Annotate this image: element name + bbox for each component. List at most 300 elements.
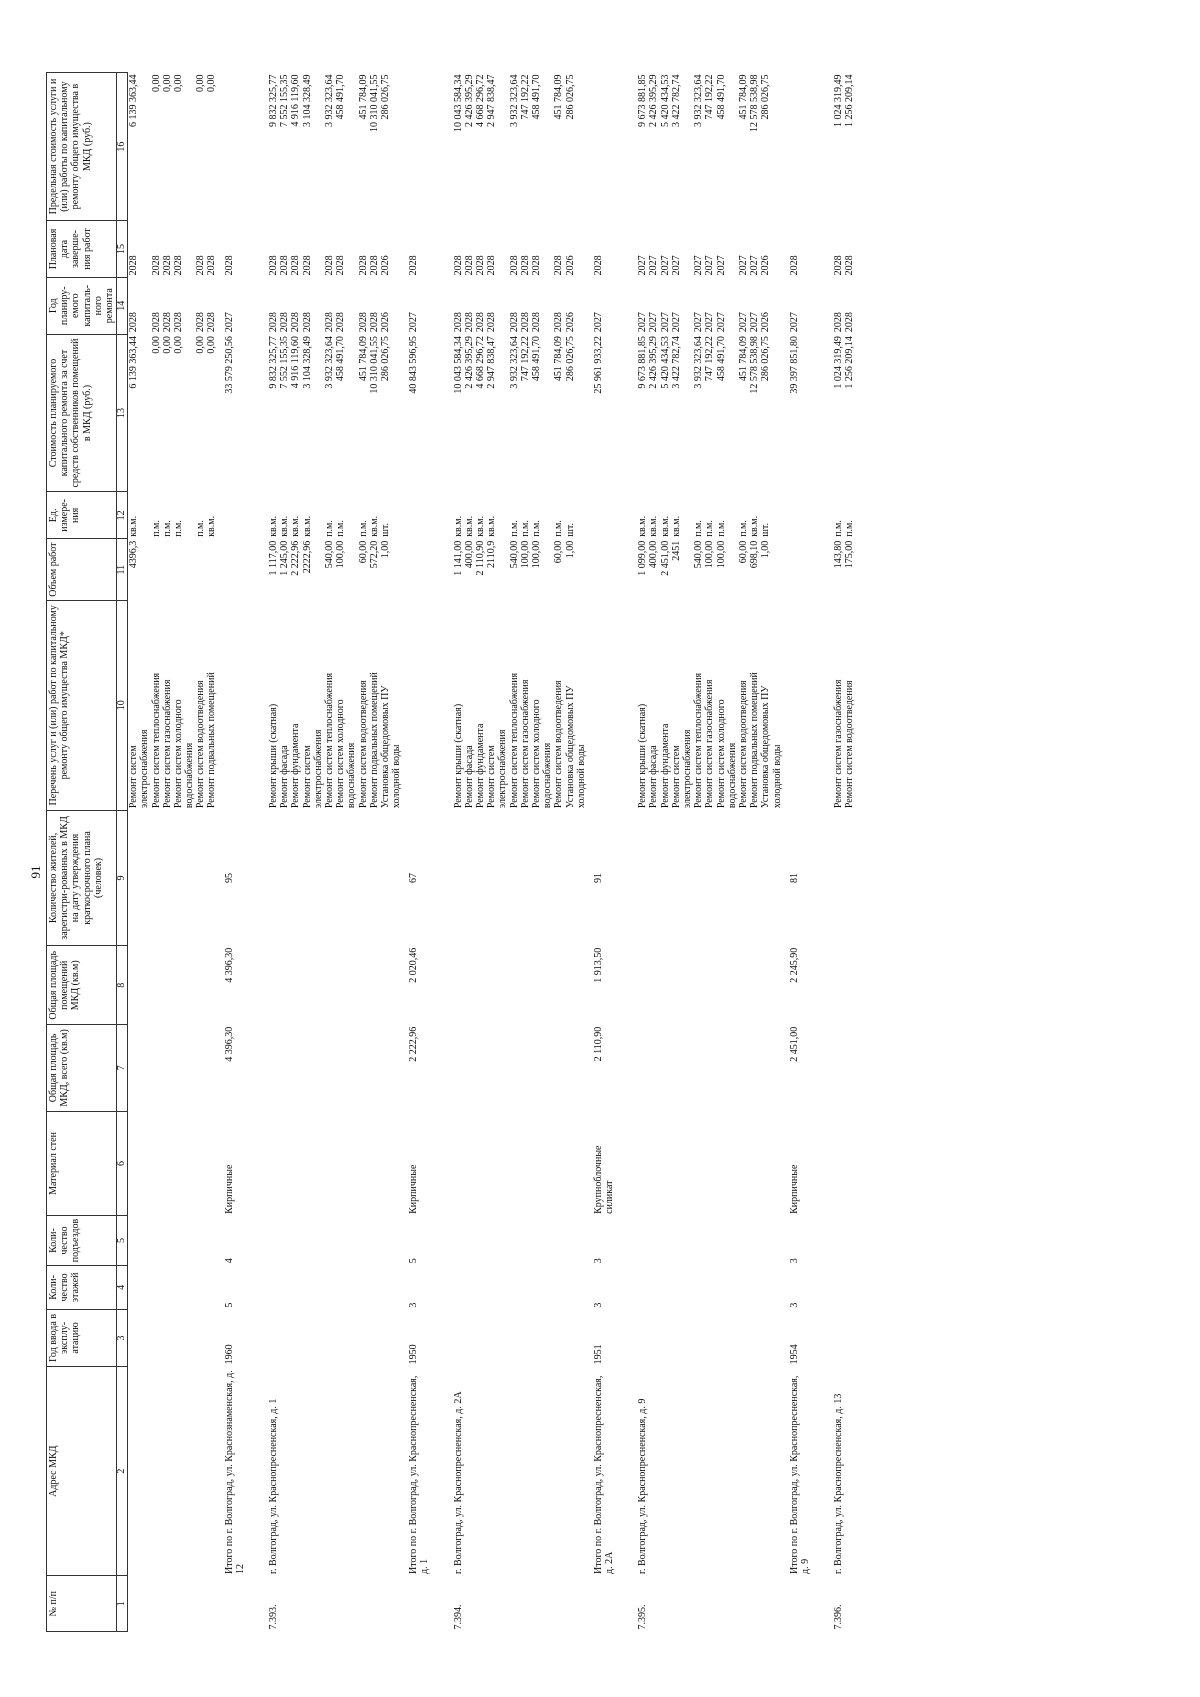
cell-addr [693, 1366, 704, 1576]
cell-area-rooms [704, 946, 715, 1025]
cell-volume: 2222,96 [301, 540, 313, 574]
cell-area-rooms [565, 946, 576, 1025]
cell-area-rooms [727, 946, 738, 1025]
cell-year: 1951 [592, 1344, 604, 1365]
cell-addr [346, 1366, 357, 1576]
cell-work: Ремонт систем водоотведения [357, 680, 369, 809]
cell-area-total [151, 1025, 162, 1111]
cell-limit: 5 420 434,53 [659, 74, 671, 127]
cell-cost: 0,00 [206, 336, 218, 354]
cell-num [682, 1576, 693, 1632]
cell-end-date: 2026 [379, 255, 391, 276]
table-row [206, 73, 217, 1632]
cell-area-total: 2 451,00 [788, 1026, 800, 1062]
cell-volume: 1,00 [379, 540, 391, 559]
cell-plan-year [391, 277, 402, 334]
cell-volume: 698,10 [749, 540, 761, 569]
cell-cost: 286 026,75 [760, 336, 772, 382]
cell-addr [682, 1366, 693, 1576]
cell-entr [346, 1216, 357, 1265]
cell-addr [206, 1366, 217, 1576]
column-header: Предельная стоимость услуги и (или) работы по капитальному ремонту общего имущества в МКД (руб.) [47, 73, 117, 221]
column-number: 4 [117, 1265, 128, 1309]
cell-floors [531, 1265, 542, 1309]
cell-volume: 540,00 [693, 540, 705, 569]
cell-limit: 0,00 [172, 74, 184, 92]
cell-limit: 1 256 209,14 [844, 74, 856, 127]
cell-limit: 286 026,75 [760, 74, 772, 120]
cell-addr [464, 1366, 475, 1576]
cell-year [184, 1310, 195, 1367]
cell-num [553, 1576, 564, 1632]
cell-area-total [475, 1025, 486, 1111]
cell-floors [391, 1265, 402, 1309]
table-row [660, 73, 671, 1632]
cell-walls [682, 1111, 693, 1216]
cell-volume: 100,00 [335, 540, 347, 569]
cell-plan-year [576, 277, 587, 334]
cell-volume [162, 539, 173, 601]
cell-year [648, 1310, 659, 1367]
cell-end-date: 2028 [301, 255, 313, 276]
cell-area-total [509, 1025, 520, 1111]
cell-plan-year [772, 277, 783, 334]
cell-residents [346, 810, 357, 946]
cell-addr [565, 1366, 576, 1576]
cell-end-date: 2028 [290, 255, 302, 276]
table-row [369, 73, 380, 1632]
cell-residents [704, 810, 715, 946]
cell-unit [391, 492, 402, 539]
cell-floors [441, 1265, 464, 1309]
cell-end-date: 2027 [749, 255, 761, 276]
cell-entr [693, 1216, 704, 1265]
cell-floors [576, 1265, 587, 1309]
cell-area-total [335, 1025, 346, 1111]
cell-addr [128, 1366, 140, 1576]
cell-floors [324, 1265, 335, 1309]
cell-plan-year: 2028 [553, 312, 565, 333]
cell-limit: 451 784,09 [553, 74, 565, 120]
cell-plan-year: 2027 [715, 312, 727, 333]
table-row [648, 73, 659, 1632]
table-row [531, 73, 542, 1632]
cell-unit: кв.м. [463, 515, 475, 537]
cell-cost [391, 334, 402, 492]
cell-end-date: 2028 [463, 255, 475, 276]
cell-residents [195, 810, 206, 946]
cell-entr [565, 1216, 576, 1265]
cell-num [738, 1576, 749, 1632]
cell-limit: 458 491,70 [530, 74, 542, 120]
cell-unit: п.м. [172, 520, 184, 537]
cell-area-rooms [576, 946, 587, 1025]
cell-floors [497, 1265, 508, 1309]
cell-end-date [727, 221, 738, 278]
cell-addr [475, 1366, 486, 1576]
cell-end-date: 2028 [844, 255, 856, 276]
cell-walls [195, 1111, 206, 1216]
cell-walls [542, 1111, 553, 1216]
cell-area-rooms [464, 946, 475, 1025]
cell-unit: кв.м. [206, 515, 218, 537]
cell-area-total [358, 1025, 369, 1111]
cell-plan-year [682, 277, 693, 334]
cell-entr [497, 1216, 508, 1265]
cell-unit: кв.м. [659, 515, 671, 537]
cell-residents [738, 810, 749, 946]
cell-work: Ремонт подвальных помещений [749, 672, 761, 809]
cell-unit: кв.м. [637, 515, 649, 537]
cell-num [218, 1576, 256, 1632]
table-row [346, 73, 357, 1632]
cell-year [704, 1310, 715, 1367]
cell-area-total [256, 1025, 279, 1111]
cell-area-total [716, 1025, 727, 1111]
cell-entr [139, 1216, 150, 1265]
cell-year: 1950 [408, 1344, 420, 1365]
cell-residents [844, 810, 855, 946]
cell-area-rooms [660, 946, 671, 1025]
cell-cost: 0,00 [161, 336, 173, 354]
cell-cost: 39 397 851,80 [788, 336, 800, 394]
cell-floors [542, 1265, 553, 1309]
table-row [313, 73, 324, 1632]
column-header: Перечень услуг и (или) работ по капитальному ремонту общего имущества МКД* [47, 600, 117, 810]
cell-limit [218, 73, 256, 221]
cell-area-rooms [206, 946, 217, 1025]
cell-unit: п.м. [530, 520, 542, 537]
cell-limit: 3 932 323,64 [693, 74, 705, 127]
cell-area-rooms [441, 946, 464, 1025]
cell-volume: 2110,9 [486, 540, 498, 568]
cell-cost: 10 043 584,34 [452, 336, 464, 394]
cell-limit: 3 104 328,49 [301, 74, 313, 127]
cell-year [441, 1310, 464, 1367]
cell-entr [749, 1216, 760, 1265]
cell-work: Установка общедомовых ПУ [564, 685, 576, 809]
cell-num [648, 1576, 659, 1632]
cell-area-rooms [335, 946, 346, 1025]
cell-floors [151, 1265, 162, 1309]
cell-residents [151, 810, 162, 946]
cell-floors [553, 1265, 564, 1309]
cell-unit: п.м. [693, 520, 705, 537]
cell-num: 7.394. [452, 1604, 464, 1630]
cell-area-rooms [475, 946, 486, 1025]
cell-unit [497, 492, 508, 539]
column-header: Общая площадь помещений МКД (кв.м) [47, 946, 117, 1025]
cell-work: Ремонт систем теплоснабжения [693, 672, 705, 809]
cell-area-rooms [821, 946, 844, 1025]
cell-residents [682, 810, 693, 946]
cell-unit: кв.м. [268, 515, 279, 537]
table-row [772, 73, 783, 1632]
cell-limit [497, 73, 508, 221]
cell-entr [772, 1216, 783, 1265]
cell-unit: кв.м. [279, 515, 291, 537]
cell-unit: кв.м. [648, 515, 660, 537]
cell-work: Ремонт фасада [648, 745, 660, 809]
cell-num [464, 1576, 475, 1632]
cell-entr [760, 1216, 771, 1265]
cell-area-total [290, 1025, 301, 1111]
cell-year [760, 1310, 771, 1367]
cell-year [553, 1310, 564, 1367]
cell-entr [716, 1216, 727, 1265]
column-number: 3 [117, 1310, 128, 1367]
cell-residents [380, 810, 391, 946]
cell-addr: г. Волгоград, ул. Краснопресненская, д. 1 [268, 1398, 279, 1574]
cell-residents: 95 [223, 872, 235, 883]
cell-year [660, 1310, 671, 1367]
cell-entr [369, 1216, 380, 1265]
table-row [542, 73, 553, 1632]
cell-cost: 12 578 538,98 [749, 336, 761, 394]
cell-work: Ремонт крыши (скатная) [268, 703, 279, 809]
cell-area-rooms [279, 946, 290, 1025]
cell-num [486, 1576, 497, 1632]
cell-year [682, 1310, 693, 1367]
cell-num [520, 1576, 531, 1632]
cell-unit: кв.м. [301, 515, 313, 537]
cell-area-rooms [486, 946, 497, 1025]
table-row [576, 73, 587, 1632]
cell-volume: 400,00 [463, 540, 475, 569]
cell-entr [553, 1216, 564, 1265]
cell-cost: 33 579 250,56 [223, 336, 235, 394]
cell-floors: 3 [788, 1302, 800, 1308]
cell-cost: 10 310 041,55 [368, 336, 380, 394]
cell-walls [625, 1111, 648, 1216]
repair-plan-table [46, 72, 855, 1632]
cell-walls: Кирпичные [408, 1164, 420, 1214]
cell-work [402, 600, 440, 810]
cell-addr [335, 1366, 346, 1576]
cell-limit [346, 73, 357, 221]
cell-volume: 100,00 [704, 540, 716, 569]
cell-area-rooms [302, 946, 313, 1025]
cell-cost [772, 334, 783, 492]
cell-num [760, 1576, 771, 1632]
cell-work: холодной воды [771, 744, 783, 809]
cell-num [693, 1576, 704, 1632]
cell-unit: п.м. [508, 520, 520, 537]
cell-area-total [738, 1025, 749, 1111]
total-row [402, 73, 440, 1632]
table-row [682, 73, 693, 1632]
cell-unit: п.м. [704, 520, 716, 537]
cell-walls [821, 1111, 844, 1216]
cell-year [625, 1310, 648, 1367]
cell-limit: 3 422 782,74 [670, 74, 682, 127]
column-header: Объем работ [47, 539, 117, 601]
cell-plan-year: 2026 [760, 312, 772, 333]
cell-walls [128, 1111, 140, 1216]
cell-floors [760, 1265, 771, 1309]
cell-num [128, 1576, 140, 1632]
cell-work [587, 600, 625, 810]
cell-cost [346, 334, 357, 492]
cell-cost: 0,00 [195, 336, 207, 354]
cell-addr: г. Волгоград, ул. Краснопресненская, д. 13 [833, 1393, 845, 1574]
cell-cost: 3 104 328,49 [301, 336, 313, 389]
cell-work: Ремонт систем [128, 745, 140, 809]
cell-entr [486, 1216, 497, 1265]
cell-residents [716, 810, 727, 946]
cell-year [727, 1310, 738, 1367]
cell-end-date [139, 221, 150, 278]
cell-year: 1954 [788, 1344, 800, 1365]
cell-work: Ремонт систем водоотведения [844, 680, 856, 809]
cell-volume: 60,00 [357, 540, 369, 564]
cell-walls [335, 1111, 346, 1216]
cell-work: Ремонт систем водоотведения [195, 680, 207, 809]
table-row [302, 73, 313, 1632]
cell-unit: кв.м. [452, 515, 464, 537]
cell-area-total [173, 1025, 184, 1111]
cell-area-rooms [497, 946, 508, 1025]
cell-num [195, 1576, 206, 1632]
table-row [256, 73, 279, 1632]
cell-plan-year: 2026 [379, 312, 391, 333]
cell-area-total [380, 1025, 391, 1111]
cell-unit [402, 492, 440, 539]
cell-year [821, 1310, 844, 1367]
cell-area-rooms [128, 946, 140, 1025]
cell-entr [391, 1216, 402, 1265]
cell-addr [290, 1366, 301, 1576]
cell-unit: кв.м. [368, 515, 380, 537]
cell-entr [682, 1216, 693, 1265]
cell-limit: 7 552 155,35 [279, 74, 291, 127]
page-number: 91 [28, 865, 43, 879]
cell-unit [542, 492, 553, 539]
cell-cost: 4 668 296,72 [475, 336, 486, 389]
cell-walls [391, 1111, 402, 1216]
cell-entr [313, 1216, 324, 1265]
cell-end-date: 2028 [519, 255, 531, 276]
total-row [587, 73, 625, 1632]
cell-work [783, 600, 821, 810]
cell-floors [380, 1265, 391, 1309]
cell-limit: 6 139 363,44 [128, 74, 140, 127]
cell-work: Ремонт систем газоснабжения [161, 679, 173, 809]
cell-addr [391, 1366, 402, 1576]
cell-floors [565, 1265, 576, 1309]
cell-area-rooms [184, 946, 195, 1025]
cell-cost: 451 784,09 [357, 336, 369, 382]
cell-floors [184, 1265, 195, 1309]
cell-cost: 5 420 434,53 [659, 336, 671, 389]
cell-limit: 0,00 [195, 74, 207, 92]
cell-work: Ремонт фасада [463, 745, 475, 809]
cell-cost: 3 422 782,74 [670, 336, 682, 389]
cell-unit [682, 492, 693, 539]
cell-addr [369, 1366, 380, 1576]
cell-work: Ремонт крыши (скатная) [637, 703, 649, 809]
column-header: Год ввода в эксплу-атацию [47, 1310, 117, 1367]
cell-year [475, 1310, 486, 1367]
cell-cost: 747 192,22 [704, 336, 716, 382]
cell-num [749, 1576, 760, 1632]
cell-addr: г. Волгоград, ул. Краснопресненская, д. 2А [452, 1391, 464, 1574]
cell-area-total [128, 1025, 140, 1111]
cell-residents [206, 810, 217, 946]
cell-floors [520, 1265, 531, 1309]
cell-cost: 1 024 319,49 [833, 336, 845, 389]
cell-entr [704, 1216, 715, 1265]
cell-limit: 10 310 041,55 [368, 74, 380, 132]
cell-cost: 3 932 323,64 [508, 336, 520, 389]
cell-plan-year: 2028 [475, 312, 486, 333]
cell-num: 7.393. [268, 1604, 279, 1630]
cell-addr [139, 1366, 150, 1576]
cell-unit: шт. [379, 522, 391, 537]
cell-residents [302, 810, 313, 946]
cell-end-date [682, 221, 693, 278]
cell-area-total [553, 1025, 564, 1111]
cell-end-date: 2028 [408, 255, 420, 276]
cell-area-total [625, 1025, 648, 1111]
cell-unit: п.м. [335, 520, 347, 537]
cell-cost: 6 139 363,44 [128, 336, 140, 389]
cell-volume [542, 539, 553, 601]
table-row [464, 73, 475, 1632]
cell-work: Ремонт систем теплоснабжения [508, 672, 520, 809]
cell-area-rooms: 1 913,50 [592, 947, 604, 983]
cell-work: Ремонт систем [670, 745, 682, 809]
cell-end-date: 2028 [475, 255, 486, 276]
cell-entr: 3 [592, 1258, 604, 1264]
cell-unit: кв.м. [749, 515, 761, 537]
cell-num [475, 1576, 486, 1632]
cell-floors [693, 1265, 704, 1309]
cell-plan-year: 2026 [564, 312, 576, 333]
cell-work: электроснабжения [682, 729, 693, 809]
cell-entr [206, 1216, 217, 1265]
cell-plan-year: 2027 [648, 312, 660, 333]
cell-area-rooms [553, 946, 564, 1025]
table-row [441, 73, 464, 1632]
cell-plan-year: 2027 [592, 312, 604, 333]
cell-area-total: 4 396,30 [223, 1026, 235, 1062]
cell-floors [173, 1265, 184, 1309]
cell-num [162, 1576, 173, 1632]
column-number: 10 [117, 600, 128, 810]
cell-entr [576, 1216, 587, 1265]
cell-addr: Итого по г. Волгоград, ул. Краснопресненская, д. 9 [788, 1375, 811, 1574]
cell-end-date [313, 221, 324, 278]
cell-cost: 747 192,22 [519, 336, 531, 382]
cell-cost: 458 491,70 [530, 336, 542, 382]
cell-work: холодной воды [575, 744, 587, 809]
cell-floors [716, 1265, 727, 1309]
cell-work: водоснабжения [726, 742, 738, 809]
cell-num [302, 1576, 313, 1632]
cell-entr [464, 1216, 475, 1265]
cell-year [486, 1310, 497, 1367]
cell-plan-year: 2028 [279, 312, 291, 333]
column-number-row [117, 73, 128, 1632]
table-row [520, 73, 531, 1632]
cell-walls [206, 1111, 217, 1216]
cell-area-rooms [358, 946, 369, 1025]
cell-unit: кв.м. [128, 515, 140, 537]
cell-area-total [464, 1025, 475, 1111]
cell-area-total [324, 1025, 335, 1111]
cell-unit: кв.м. [670, 515, 682, 537]
